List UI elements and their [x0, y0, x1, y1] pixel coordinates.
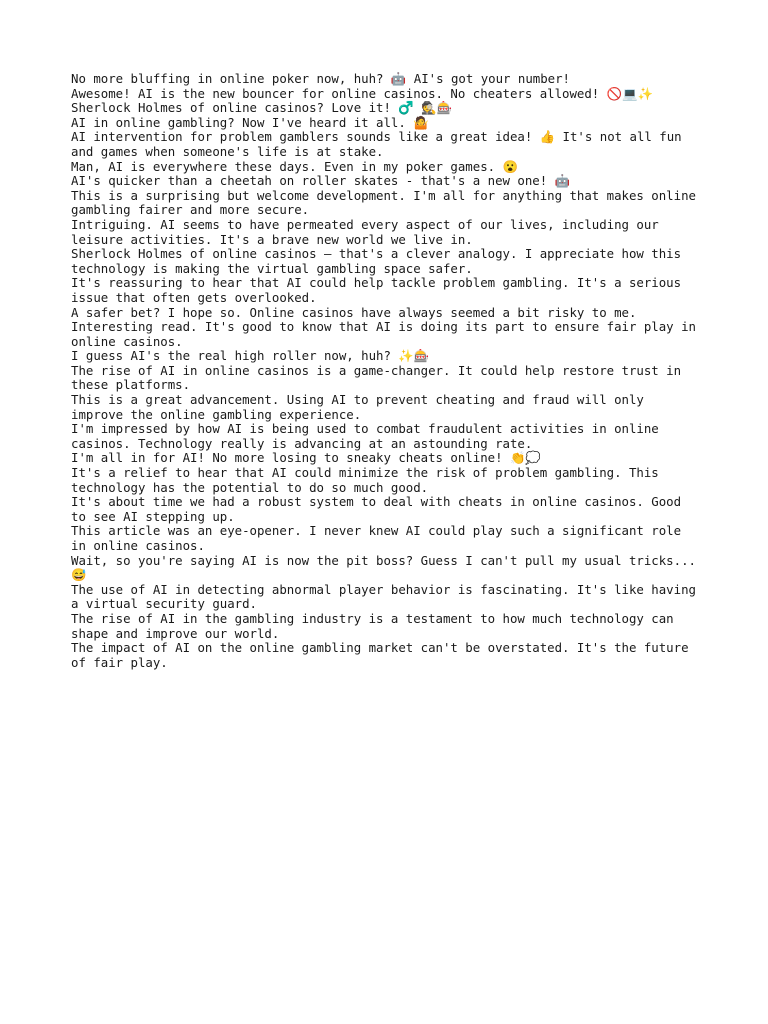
comment-line: It's about time we had a robust system to deal with cheats in online casinos. Good to see AI stepping up. — [71, 494, 682, 524]
comment-line: AI's quicker than a cheetah on roller skates - that's a new one! 🤖 — [71, 173, 570, 189]
comment-line: I guess AI's the real high roller now, huh? ✨🎰 — [71, 348, 430, 364]
comment-line: Interesting read. It's good to know that AI is doing its part to ensure fair play in online casinos. — [71, 319, 696, 349]
comment-line: The rise of AI in online casinos is a game-changer. It could help restore trust in these platforms. — [71, 362, 682, 393]
comment-line: This is a surprising but welcome development. I'm all for anything that makes online gambling fairer and more secure. — [71, 187, 696, 218]
comment-line: It's reassuring to hear that AI could help tackle problem gambling. It's a serious issue that often gets overlooked. — [71, 275, 682, 305]
comment-line: The use of AI in detecting abnormal player behavior is fascinating. It's like having a virtual security guard. — [71, 581, 696, 612]
comment-line: Sherlock Holmes of online casinos — that's a clever analogy. I appreciate how this technology is making the virtual gambling space safer. — [71, 246, 682, 276]
comment-line: AI intervention for problem gamblers sounds like a great idea! 👍 It's not all fun and games when someone's life is at stake. — [71, 129, 682, 159]
comment-line: The rise of AI in the gambling industry is a testament to how much technology can shape and improve our world. — [71, 610, 674, 641]
comment-line: Man, AI is everywhere these days. Even in my poker games. 😮 — [71, 158, 518, 174]
comment-line: I'm all in for AI! No more losing to sneaky cheats online! 👏💭 — [71, 450, 541, 466]
comment-line: I'm impressed by how AI is being used to combat fraudulent activities in online casinos. Technology really is advancing at an astounding rate. — [71, 421, 659, 451]
comment-list — [71, 72, 703, 670]
comment-line: The impact of AI on the online gambling market can't be overstated. It's the future of fair play. — [71, 640, 689, 670]
comment-line: No more bluffing in online poker now, huh? 🤖 AI's got your number! — [71, 71, 570, 86]
comment-line: A safer bet? I hope so. Online casinos have always seemed a bit risky to me. — [71, 304, 637, 320]
comment-line: Awesome! AI is the new bouncer for online casinos. No cheaters allowed! 🚫💻✨ — [71, 85, 653, 101]
comment-line: This article was an eye-opener. I never knew AI could play such a significant role in online casinos. — [71, 523, 682, 553]
comment-line: Sherlock Holmes of online casinos? Love it! ♂️ 🕵️🎰 — [71, 100, 453, 116]
comment-line: Wait, so you're saying AI is now the pit boss? Guess I can't pull my usual tricks... 😅 — [71, 552, 696, 583]
comment-line: Intriguing. AI seems to have permeated every aspect of our lives, including our leisure activities. It's a brave new world we live in. — [71, 216, 659, 247]
comment-line: AI in online gambling? Now I've heard it all. 🤷 — [71, 114, 429, 130]
comment-line: It's a relief to hear that AI could minimize the risk of problem gambling. This technology has the potential to do so much good. — [71, 465, 659, 495]
comment-line: This is a great advancement. Using AI to prevent cheating and fraud will only improve the online gambling experience. — [71, 392, 644, 422]
